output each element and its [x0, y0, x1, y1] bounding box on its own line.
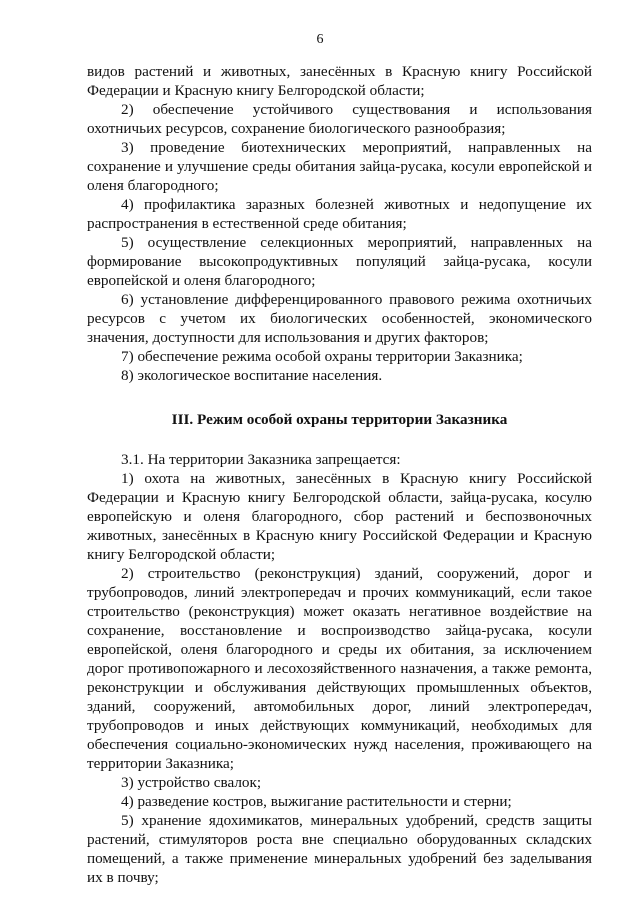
list-item: 5) хранение ядохимикатов, минеральных удобрений, средств защиты растений, стимуляторов роста вне специально оборудованных складских помещений, а также применение минеральных удобрений без заделывания их в почву; [87, 812, 592, 886]
list-item: 5) осуществление селекционных мероприятий, направленных на формирование высокопродуктивных популяций зайца-русака, косули европейской и оленя благородного; [87, 234, 592, 289]
list-item: 1) охота на животных, занесённых в Красную книгу Российской Федерации и Красную книгу Белгородской области, зайца-русака, косулю европейскую и оленя благородного, сбор растений и беспозвоночных животных, занесённых в Красную книгу Российской Федерации и Красную книгу Белгородской области; [87, 470, 592, 563]
section-heading: III. Режим особой охраны территории Заказника [171, 411, 508, 428]
list-item: 7) обеспечение режима особой охраны территории Заказника; [121, 348, 523, 365]
page-number: 6 [316, 32, 324, 47]
document-body [87, 62, 592, 887]
list-item: 3) устройство свалок; [121, 774, 262, 791]
list-item: 4) разведение костров, выжигание растительности и стерни; [121, 793, 512, 810]
list-item: 8) экологическое воспитание населения. [121, 367, 383, 384]
list-item: 4) профилактика заразных болезней животных и недопущение их распространения в естественной среде обитания; [87, 196, 592, 232]
list-item: 3) проведение биотехнических мероприятий, направленных на сохранение и улучшение среды обитания зайца-русака, косули европейской и оленя благородного; [87, 139, 592, 194]
paragraph: 3.1. На территории Заказника запрещается: [121, 451, 401, 468]
list-item: 2) строительство (реконструкция) зданий, сооружений, дорог и трубопроводов, линий электропередач и прочих коммуникаций, если такое строительство (реконструкция) может оказать негативное воздействие на сохранение, восстановление и воспроизводство зайца-русака, косули европейской, оленя благородного и среды их обитания, за исключением дорог противопожарного и лесохозяйственного назначения, а также ремонта, реконструкции и обслуживания действующих промышленных объектов, зданий, сооружений, автомобильных дорог, линий электропередач, трубопроводов и иных действующих коммуникаций, необходимых для обеспечения социально-экономических нужд населения, проживающего на территории Заказника; [87, 565, 592, 772]
paragraph: видов растений и животных, занесённых в Красную книгу Российской Федерации и Красную книгу Белгородской области; [87, 63, 592, 99]
list-item: 6) установление дифференцированного правового режима охотничьих ресурсов с учетом их биологических особенностей, экономического значения, доступности для использования и других факторов; [87, 291, 592, 346]
list-item: 2) обеспечение устойчивого существования и использования охотничьих ресурсов, сохранение биологического разнообразия; [87, 101, 592, 137]
